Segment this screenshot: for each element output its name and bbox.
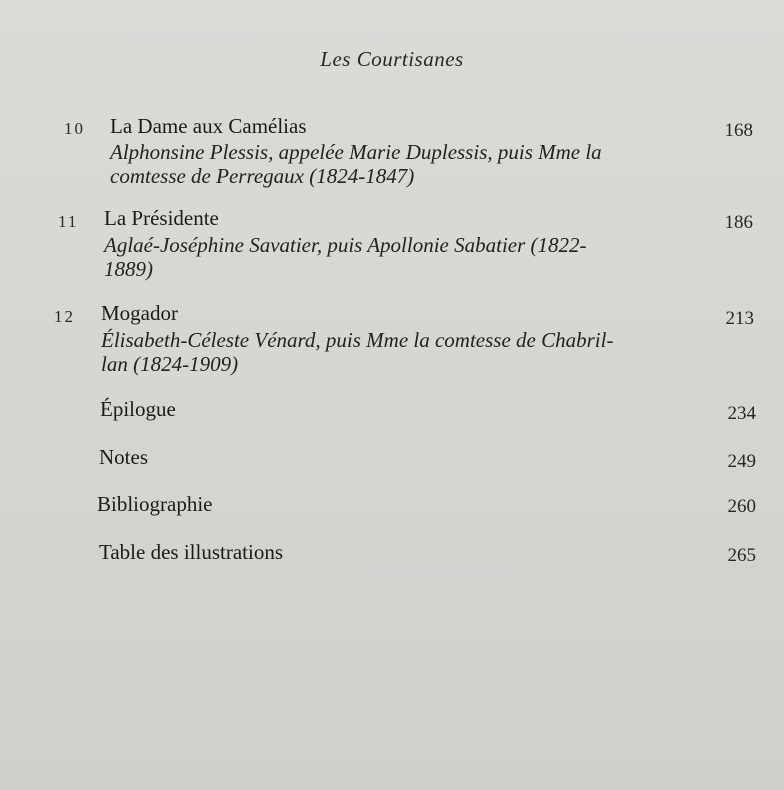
- page-number: 186: [724, 212, 753, 233]
- running-head: Les Courtisanes: [320, 47, 464, 71]
- chapter-subtitle-line: comtesse de Perregaux (1824-1847): [110, 164, 415, 188]
- chapter-subtitle-line: Aglaé-Joséphine Savatier, puis Apollonie Sabatier (1822-: [104, 233, 587, 257]
- chapter-title: La Présidente: [104, 206, 219, 230]
- page-number: 260: [727, 496, 756, 517]
- section-title: Bibliographie: [97, 492, 213, 516]
- chapter-title: Mogador: [101, 301, 178, 325]
- page-number: 265: [727, 545, 756, 566]
- section-title: Épilogue: [100, 397, 176, 421]
- chapter-subtitle-line: Élisabeth-Céleste Vénard, puis Mme la comtesse de Chabril-: [101, 328, 614, 352]
- page-number: 213: [725, 308, 754, 329]
- section-title: Table des illustrations: [99, 540, 283, 564]
- chapter-number: 11: [58, 212, 79, 231]
- chapter-number: 12: [54, 307, 75, 326]
- chapter-subtitle-line: 1889): [104, 257, 153, 281]
- page-number: 234: [727, 403, 756, 424]
- section-title: Notes: [99, 445, 148, 469]
- page-number: 249: [727, 451, 756, 472]
- chapter-number: 10: [64, 119, 85, 138]
- chapter-subtitle-line: Alphonsine Plessis, appelée Marie Duplessis, puis Mme la: [110, 140, 602, 164]
- page-number: 168: [724, 120, 753, 141]
- chapter-title: La Dame aux Camélias: [110, 114, 307, 138]
- chapter-subtitle-line: lan (1824-1909): [101, 352, 239, 376]
